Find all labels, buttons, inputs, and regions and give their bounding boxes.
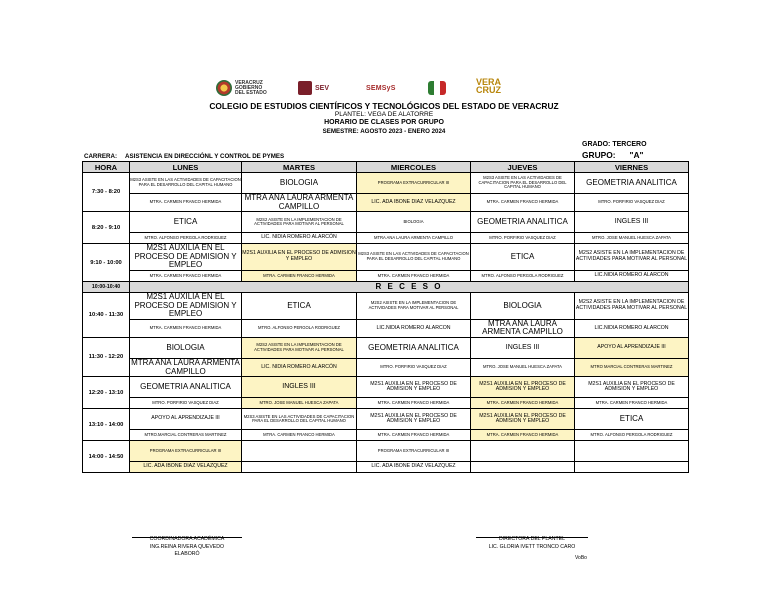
veracruz-government-logo [216,78,267,98]
schedule-table [82,161,689,473]
schedule-row-teacher [83,194,689,212]
subject-jueves: ETICA [471,244,575,271]
schedule-header-row [83,162,689,173]
grado-label: GRADO: TERCERO [582,141,647,148]
grupo-label [582,150,644,160]
col-header-martes: MARTES [242,162,357,173]
teacher-miercoles: MTRO. PORFIRIO VASQUEZ DIAZ [357,358,471,376]
subject-viernes [575,441,689,462]
teacher-jueves: MTRA ANA LAURA ARMENTA CAMPILLO [471,319,575,337]
subject-jueves: INGLES III [471,337,575,358]
schedule-row-teacher [83,319,689,337]
subject-jueves: M2S1 AUXILIA EN EL PROCESO DE ADMISION Y EMPLEO [471,409,575,430]
teacher-jueves: MTRA. CARMEN FRANCO HERMIDA [471,430,575,441]
semsys-logo [366,78,396,98]
teacher-miercoles: MTRA. CARMEN FRANCO HERMIDA [357,270,471,281]
schedule-row [83,409,689,430]
subject-jueves: GEOMETRIA ANALITICA [471,212,575,233]
schedule-row [83,173,689,194]
subject-martes: ETICA [242,292,357,319]
subject-viernes: INGLES III [575,212,689,233]
document-title: HORARIO DE CLASES POR GRUPO [324,119,444,126]
carrera-value: ASISTENCIA EN DIRECCIÓNL Y CONTROL DE PYMES [125,153,285,160]
teacher-lunes: MTRO.MARCIAL CONTRERAS MARTINEZ [130,430,242,441]
period-time: 13:10 - 14:00 [83,409,130,441]
subject-miercoles: M2S1 AUXILIA EN EL PROCESO DE ADMISION Y EMPLEO [357,409,471,430]
signature-left-note: ELABORÓ [174,551,200,558]
teacher-lunes: MTRA ANA LAURA ARMENTA CAMPILLO [131,358,240,376]
teacher-martes: LIC. NIDIA ROMERO ALARCÓN [242,358,357,376]
semsys-logo-text: SEMSyS [366,84,396,92]
institution-title: COLEGIO DE ESTUDIOS CIENTÍFICOS Y TECNOLÓGICOS DEL ESTADO DE VERACRUZ [209,101,559,111]
period-time: 8:20 - 9:10 [83,212,130,244]
subject-viernes: APOYO AL APRENDIZAJE III [575,337,689,358]
teacher-viernes: LIC.NIDIA ROMERO ALARCON [575,319,689,337]
schedule-row-teacher [83,398,689,409]
schedule-row-teacher [83,358,689,376]
semester-label: SEMESTRE: AGOSTO 2023 - ENERO 2024 [322,128,446,135]
carrera-label-text: CARRERA: [84,153,117,160]
teacher-miercoles: MTRA ANA LAURA ARMENTA CAMPILLO [357,233,471,244]
cecyte-logo-icon [428,81,446,95]
subject-jueves: M2S1 AUXILIA EN EL PROCESO DE ADMISION Y EMPLEO [471,377,575,398]
subject-miercoles: PROGRAMA EXTRACURRICULAR III [357,441,471,462]
schedule-row [83,441,689,462]
period-time: 14:00 - 14:50 [83,441,130,473]
recess-time: 10:00-10:40 [83,281,130,292]
schedule-row [83,337,689,358]
logo-bar [0,78,768,98]
veracruz-seal-icon [216,80,232,96]
schedule-row-teacher [83,233,689,244]
teacher-lunes: MTRO. ALFONSO PERGOLA RODRIGUEZ [130,233,242,244]
sev-logo-icon [298,81,312,95]
subject-miercoles: PROGRAMA EXTRACURRICULAR III [357,173,471,194]
schedule-row [83,292,689,319]
carrera-label [84,153,284,160]
teacher-jueves [471,462,575,473]
col-header-lunes: LUNES [130,162,242,173]
teacher-lunes: MTRA. CARMEN FRANCO HERMIDA [130,270,242,281]
subject-lunes: APOYO AL APRENDIZAJE III [130,409,242,430]
subject-martes: INGLES III [242,377,357,398]
schedule-row-teacher [83,270,689,281]
teacher-martes [242,462,357,473]
teacher-jueves: MTRA. CARMEN FRANCO HERMIDA [471,194,575,212]
teacher-miercoles: LIC.NIDIA ROMERO ALARCON [357,319,471,337]
col-header-hora: HORA [83,162,130,173]
subject-viernes: GEOMETRIA ANALITICA [575,173,689,194]
subject-viernes: ETICA [575,409,689,430]
teacher-miercoles: MTRA. CARMEN FRANCO HERMIDA [357,430,471,441]
teacher-viernes [575,462,689,473]
schedule-row-teacher [83,462,689,473]
subject-miercoles: M2S1 AUXILIA EN EL PROCESO DE ADMISION Y EMPLEO [357,377,471,398]
schedule-row-teacher [83,430,689,441]
teacher-miercoles: LIC. ADA IBONE DIAZ VELAZQUEZ [357,462,471,473]
teacher-miercoles: MTRA. CARMEN FRANCO HERMIDA [357,398,471,409]
teacher-jueves: MTRA. CARMEN FRANCO HERMIDA [471,398,575,409]
subject-miercoles: M2S3 ASISTE EN LAS ACTIVIDADES DE CAPACITACION PARA EL DESARROLLO DEL CAPITAL HUMANO [357,244,471,271]
teacher-lunes: MTRO. PORFIRIO VASQUEZ DIAZ [130,398,242,409]
recess-label: R E C E S O [130,281,689,292]
teacher-jueves: MTRO. ALFONSO PERGOLA RODRIGUEZ [471,270,575,281]
teacher-miercoles: LIC. ADA IBONE DIAZ VELAZQUEZ [357,194,471,212]
teacher-jueves: MTRO. PORFIRIO VASQUEZ DIAZ [471,233,575,244]
teacher-martes: LIC. NIDIA ROMERO ALARCÓN [242,233,357,244]
signature-left-name: ING.REINA RIVERA QUEVEDO [149,543,225,550]
vobo-label: VoBo [575,555,587,561]
teacher-lunes: MTRA. CARMEN FRANCO HERMIDA [130,194,242,212]
subject-lunes: PROGRAMA EXTRACURRICULAR III [130,441,242,462]
teacher-lunes: LIC. ADA IBONE DIAZ VELAZQUEZ [130,462,242,473]
subject-jueves [471,441,575,462]
subject-martes: M2S3 ASISTE EN LAS ACTIVIDADES DE CAPACITACION PARA EL DESARROLLO DEL CAPITAL HUMANO [242,409,357,430]
teacher-martes: MTRA. CARMEN FRANCO HERMIDA [242,270,357,281]
subject-lunes: M2S3 ASISTE EN LAS ACTIVIDADES DE CAPACITACION PARA EL DESARROLLO DEL CAPITAL HUMANO [130,173,242,194]
signature-right-role: DIRECTORA DEL PLANTEL [498,536,565,542]
teacher-viernes: MTRO. ALFONSO PERGOLA RODRIGUEZ [575,430,689,441]
sev-logo-text: SEV [315,84,330,92]
teacher-lunes: MTRA. CARMEN FRANCO HERMIDA [130,319,242,337]
campus-name: PLANTEL: VEGA DE ALATORRE [334,111,434,118]
period-time: 12:20 - 13:10 [83,377,130,409]
subject-lunes: GEOMETRIA ANALITICA [130,377,242,398]
teacher-jueves: MTRO. JOSE MANUEL HUESCA ZAPATA [471,358,575,376]
schedule-row [83,244,689,271]
recess-row [83,281,689,292]
period-time: 7:30 - 8:20 [83,173,130,212]
subject-viernes: M2S2 ASISTE EN LA IMPLEMENTACION DE ACTIVIDADES PARA MOTIVAR AL PERSONAL [575,292,689,319]
subject-martes: M2S1 AUXILIA EN EL PROCESO DE ADMISION Y EMPLEO [242,244,357,271]
subject-miercoles: M2S2 ASISTE EN LA IMPLEMENTACION DE ACTIVIDADES PARA MOTIVAR AL PERSONAL [357,292,471,319]
teacher-viernes: MTRA. CARMEN FRANCO HERMIDA [575,398,689,409]
subject-viernes: M2S2 ASISTE EN LA IMPLEMENTACION DE ACTIVIDADES PARA MOTIVAR AL PERSONAL [575,244,689,271]
sev-logo [298,78,329,98]
subject-lunes: ETICA [130,212,242,233]
vera-cruz-logo-text: VERA CRUZ [476,77,502,95]
period-time: 11:30 - 12:20 [83,337,130,376]
teacher-viernes: MTRO. PORFIRIO VASQUEZ DIAZ [575,194,689,212]
cecyte-logo [428,78,446,98]
col-header-viernes: VIERNES [575,162,689,173]
teacher-viernes: LIC.NIDIA ROMERO ALARCON [575,270,689,281]
signature-block-left [112,536,262,559]
col-header-miercoles: MIERCOLES [357,162,471,173]
schedule-row [83,377,689,398]
subject-jueves: M2S3 ASISTE EN LAS ACTIVIDADES DE CAPACITACION PARA EL DESARROLLO DEL CAPITAL HUMANO [471,173,575,194]
teacher-martes: MTRO. ALFONSO PERGOLA RODRIGUEZ [242,319,357,337]
subject-lunes: BIOLOGIA [130,337,242,358]
subject-martes: BIOLOGIA [242,173,357,194]
teacher-martes: MTRA. CARMEN FRANCO HERMIDA [242,430,357,441]
subject-martes [242,441,357,462]
signature-block-right [457,536,607,551]
grupo-value: "A" [629,150,644,160]
period-time: 10:40 - 11:30 [83,292,130,337]
subject-miercoles: GEOMETRIA ANALITICA [357,337,471,358]
subject-viernes: M2S1 AUXILIA EN EL PROCESO DE ADMISION Y EMPLEO [575,377,689,398]
grupo-label-text: GRUPO: [582,150,616,160]
subject-jueves: BIOLOGIA [471,292,575,319]
subject-miercoles: BIOLOGIA [357,212,471,233]
teacher-martes: MTRO. JOSE MANUEL HUESCA ZAPATA [242,398,357,409]
schedule-row [83,212,689,233]
veracruz-logo-text: VERACRUZ GOBIERNO DEL ESTADO [235,79,267,96]
vera-cruz-logo [476,78,501,98]
teacher-viernes: MTRO MARCIAL CONTRERAS MARTINEZ [575,358,689,376]
subject-lunes: M2S1 AUXILIA EN EL PROCESO DE ADMISION Y EMPLEO [130,292,242,319]
signature-left-role: COORDINADORA ACADÉMICA [149,536,225,542]
teacher-martes: MTRA ANA LAURA ARMENTA CAMPILLO [242,194,357,212]
teacher-viernes: MTRO. JOSE MANUEL HUESCA ZAPATA [575,233,689,244]
subject-martes: M2S2 ASISTE EN LA IMPLEMENTACION DE ACTIVIDADES PARA MOTIVAR AL PERSONAL [242,337,357,358]
subject-martes: M2S2 ASISTE EN LA IMPLEMENTACION DE ACTIVIDADES PARA MOTIVAR AL PERSONAL [242,212,357,233]
signature-right-name: LIC. GLORIA IVETT TRONCO CARO [488,543,576,550]
period-time: 9:10 - 10:00 [83,244,130,282]
col-header-jueves: JUEVES [471,162,575,173]
subject-lunes: M2S1 AUXILIA EN EL PROCESO DE ADMISION Y EMPLEO [130,244,242,271]
